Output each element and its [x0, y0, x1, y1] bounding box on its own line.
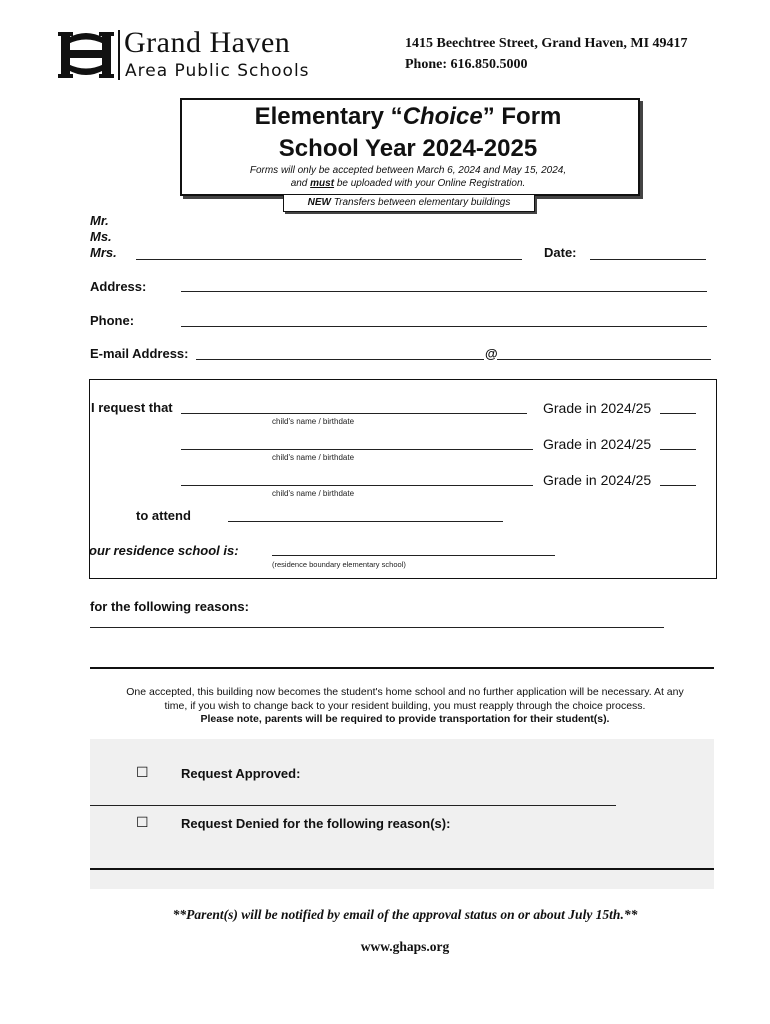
reasons-rule — [90, 667, 714, 669]
district-logo — [58, 30, 114, 80]
office-use-panel — [90, 739, 714, 889]
child1-hint: child's name / birthdate — [272, 417, 355, 426]
email-user-field[interactable] — [196, 359, 484, 360]
child2-grade-field[interactable] — [660, 449, 696, 450]
mr-label: Mr. — [90, 213, 109, 228]
residence-school-field[interactable] — [272, 555, 555, 556]
ms-label: Ms. — [90, 229, 112, 244]
deadline-note: Forms will only be accepted between March 6, 2024 and May 15, 2024, — [249, 165, 567, 176]
child3-field[interactable] — [181, 485, 533, 486]
address-label: Address: — [90, 279, 147, 294]
reasons-label: for the following reasons: — [90, 599, 249, 614]
school-year: School Year 2024-2025 — [278, 135, 538, 162]
district-phone: Phone: 616.850.5000 — [405, 57, 528, 72]
child2-field[interactable] — [181, 449, 533, 450]
child2-hint: child's name / birthdate — [272, 453, 355, 462]
new-label: NEW — [307, 197, 331, 208]
denied-reason-rule[interactable] — [90, 868, 714, 870]
logo-divider — [118, 30, 120, 80]
reasons-field-1[interactable] — [90, 627, 664, 628]
denied-label: Request Denied for the following reason(s): — [181, 816, 451, 831]
attend-school-field[interactable] — [228, 521, 503, 522]
date-label: Date: — [544, 245, 577, 260]
child3-hint: child's name / birthdate — [272, 489, 355, 498]
upload-note — [180, 178, 636, 189]
approved-field[interactable] — [90, 805, 616, 806]
to-attend-label: to attend — [136, 508, 191, 523]
title-text-pre: Elementary “ — [254, 103, 403, 130]
transportation-note: Please note, parents will be required to provide transportation for their student(s). — [200, 713, 610, 725]
child2-grade-label: Grade in 2024/25 — [543, 436, 652, 452]
address-field[interactable] — [181, 291, 707, 292]
child3-grade-field[interactable] — [660, 485, 696, 486]
title-text-post: ” Form — [482, 103, 562, 130]
parent-name-field[interactable] — [136, 259, 522, 260]
org-subtitle: Area Public Schools — [125, 61, 310, 81]
child1-field[interactable] — [181, 413, 527, 414]
mrs-label: Mrs. — [90, 245, 117, 260]
child3-grade-label: Grade in 2024/25 — [543, 472, 652, 488]
notice-line-2: time, if you wish to change back to your resident building, you must reapply through the choice process. — [164, 700, 646, 712]
child1-grade-label: Grade in 2024/25 — [543, 400, 652, 416]
new-transfers-tag — [283, 194, 535, 212]
title-text-choice: Choice — [402, 103, 483, 130]
tag-text: Transfers between elementary buildings — [330, 197, 511, 208]
form-title — [180, 103, 636, 131]
website-link[interactable]: www.ghaps.org — [360, 939, 450, 954]
approved-label: Request Approved: — [181, 766, 301, 781]
upload-note-pre: and — [290, 178, 311, 189]
org-name: Grand Haven — [124, 26, 291, 59]
notification-note: **Parent(s) will be notified by email of the approval status on or about July 15th.** — [172, 907, 638, 922]
residence-label: our residence school is: — [89, 543, 239, 558]
residence-hint: (residence boundary elementary school) — [272, 560, 406, 569]
email-at: @ — [485, 346, 498, 361]
denied-checkbox[interactable]: ☐ — [136, 814, 149, 830]
phone-label: Phone: — [90, 313, 135, 328]
phone-field[interactable] — [181, 326, 707, 327]
date-field[interactable] — [590, 259, 706, 260]
upload-note-must: must — [310, 178, 335, 189]
email-label: E-mail Address: — [90, 346, 189, 361]
upload-note-post: be uploaded with your Online Registration. — [334, 178, 526, 189]
email-domain-field[interactable] — [497, 359, 711, 360]
district-address: 1415 Beechtree Street, Grand Haven, MI 49417 — [405, 36, 688, 51]
child1-grade-field[interactable] — [660, 413, 696, 414]
i-request-label: I request that — [91, 400, 173, 415]
approved-checkbox[interactable]: ☐ — [136, 764, 149, 780]
notice-line-1: One accepted, this building now becomes the student's home school and no further application will be necessary. At any — [126, 686, 684, 698]
